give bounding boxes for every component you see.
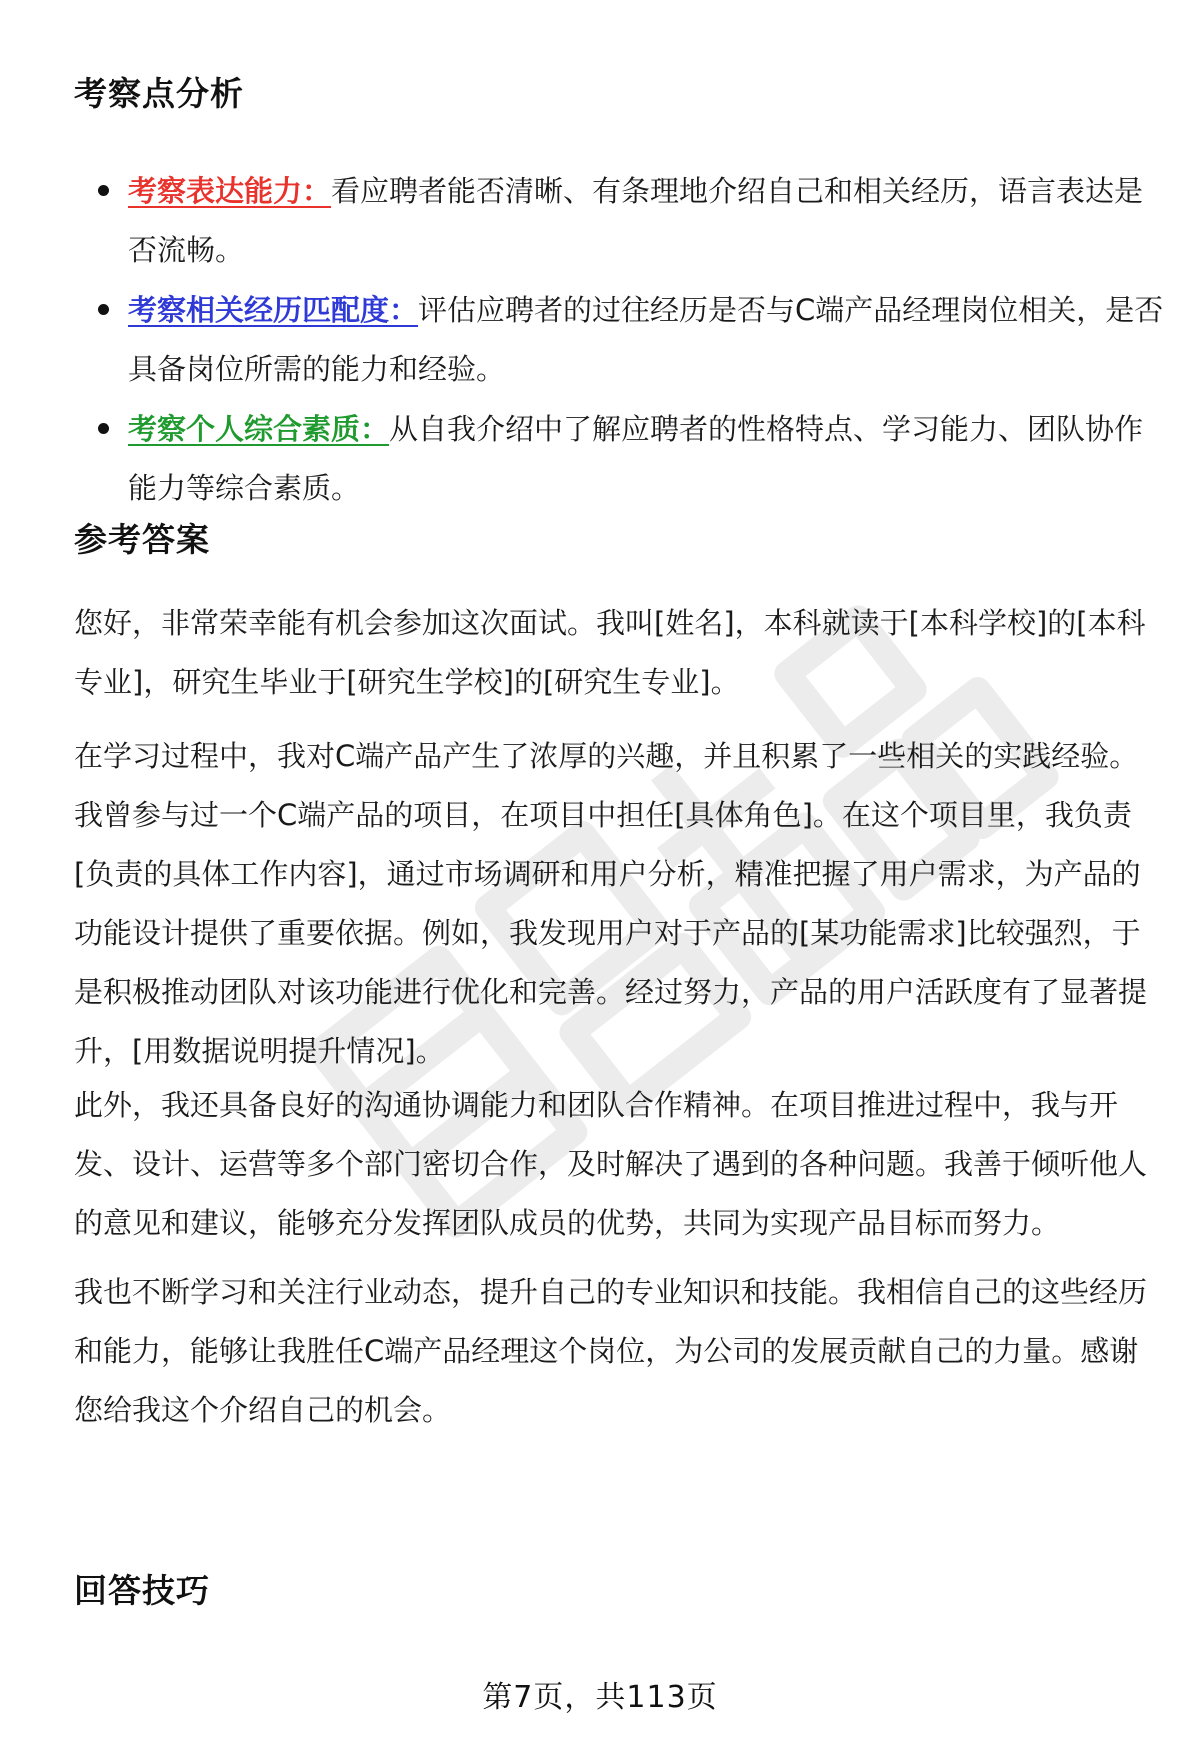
section-title-tips: 回答技巧 [74,1571,210,1610]
section-title-analysis: 考察点分析 [74,74,244,113]
page-number-footer: 第7页，共113页 [482,1680,718,1715]
answer-paragraph-2: 在学习过程中，我对C端产品产生了浓厚的兴趣，并且积累了一些相关的实践经验。我曾参与过一个C端产品的项目，在项目中担任[具体角色]。在这个项目里，我负责[负责的具体工作内容]，通过市场调研和用户分析，精准把握了用户需求，为产品的功能设计提供了重要依据。例如，我发现用户对于产品的[某功能需求]比较强烈，于是积极推动团队对该功能进行优化和完善。经过努力，产品的用户活跃度有了显著提升，[用数据说明提升情况]。 [74,739,1148,1068]
bullet-text: 评估应聘者的过往经历是否与C端产品经理岗位相关，是否具备岗位所需的能力和经验。 [128,293,1164,386]
bullet-text: 从自我介绍中了解应聘者的性格特点、学习能力、团队协作能力等综合素质。 [128,412,1144,505]
bullet-key-label: 考察相关经历匹配度： [128,293,419,327]
bullet-item-experience-match [74,281,1164,399]
answer-paragraph-3: 此外，我还具备良好的沟通协调能力和团队合作精神。在项目推进过程中，我与开发、设计、运营等多个部门密切合作，及时解决了遇到的各种问题。我善于倾听他人的意见和建议，能够充分发挥团队成员的优势，共同为实现产品目标而努力。 [74,1088,1148,1240]
bullet-key-label: 考察个人综合素质： [128,412,390,446]
bullet-item-overall-quality [74,400,1164,518]
bullet-key-label: 考察表达能力： [128,174,332,208]
bullet-dot [98,423,109,434]
answer-paragraph-4: 我也不断学习和关注行业动态，提升自己的专业知识和技能。我相信自己的这些经历和能力，能够让我胜任C端产品经理这个岗位，为公司的发展贡献自己的力量。感谢您给我这个介绍自己的机会。 [74,1275,1148,1427]
bullet-dot [98,304,109,315]
answer-paragraph-1: 您好，非常荣幸能有机会参加这次面试。我叫[姓名]，本科就读于[本科学校]的[本科专业]，研究生毕业于[研究生学校]的[研究生专业]。 [74,606,1146,699]
analysis-bullet-list [74,162,1164,519]
bullet-item-expression [74,162,1164,280]
section-title-answer: 参考答案 [74,520,210,559]
bullet-dot [98,185,109,196]
bullet-text: 看应聘者能否清晰、有条理地介绍自己和相关经历，语言表达是否流畅。 [128,174,1144,267]
